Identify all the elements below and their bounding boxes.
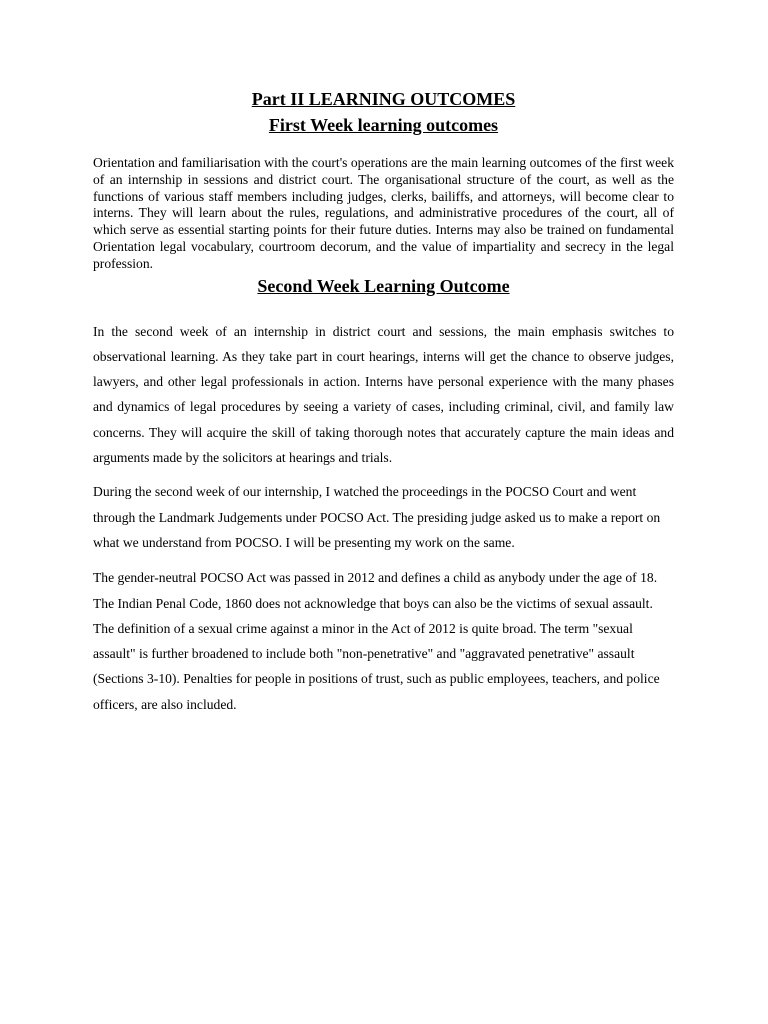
document-body [93,86,674,717]
paragraph-second-week-pocso-court: During the second week of our internship, I watched the proceedings in the POCSO Court and went through the Landmark Judgements under POCSO Act. The presiding judge asked us to make a report on what we understand from POCSO. I will be presenting my work on the same. [93,484,661,550]
section-heading-second-week: Second Week Learning Outcome [257,275,510,296]
section-heading-first-week: First Week learning outcomes [268,115,499,135]
paragraph-first-week: Orientation and familiarisation with the court's operations are the main learning outcomes of the first week of an internship in sessions and district court. The organisational structure of the court, as well as the functions of various staff members including judges, clerks, bailiffs, and attorneys, will become clear to interns. They will learn about the rules, regulations, and administrative procedures of the court, all of which serve as essential starting points for their future duties. Interns may also be trained on fundamental Orientation legal vocabulary, courtroom decorum, and the value of impartiality and secrecy in the legal profession. [93,155,674,271]
paragraph-second-week-pocso-act: The gender-neutral POCSO Act was passed in 2012 and defines a child as anybody under the age of 18. The Indian Penal Code, 1860 does not acknowledge that boys can also be the victims of sexual assault. The definition of a sexual crime against a minor in the Act of 2012 is quite broad. The term "sexual assault" is further broadened to include both "non-penetrative" and "aggravated penetrative" assault (Sections 3-10). Penalties for people in positions of trust, such as public employees, teachers, and police officers, are also included. [93,570,660,712]
part-title: Part II LEARNING OUTCOMES [251,89,516,109]
paragraph-second-week-observational: In the second week of an internship in district court and sessions, the main emphasis switches to observational learning. As they take part in court hearings, interns will get the chance to observe judges, lawyers, and other legal professionals in action. Interns have personal experience with the many phases and dynamics of legal procedures by seeing a variety of cases, including criminal, civil, and family law concerns. They will acquire the skill of taking thorough notes that accurately capture the main ideas and arguments made by the solicitors at hearings and trials. [93,323,674,466]
